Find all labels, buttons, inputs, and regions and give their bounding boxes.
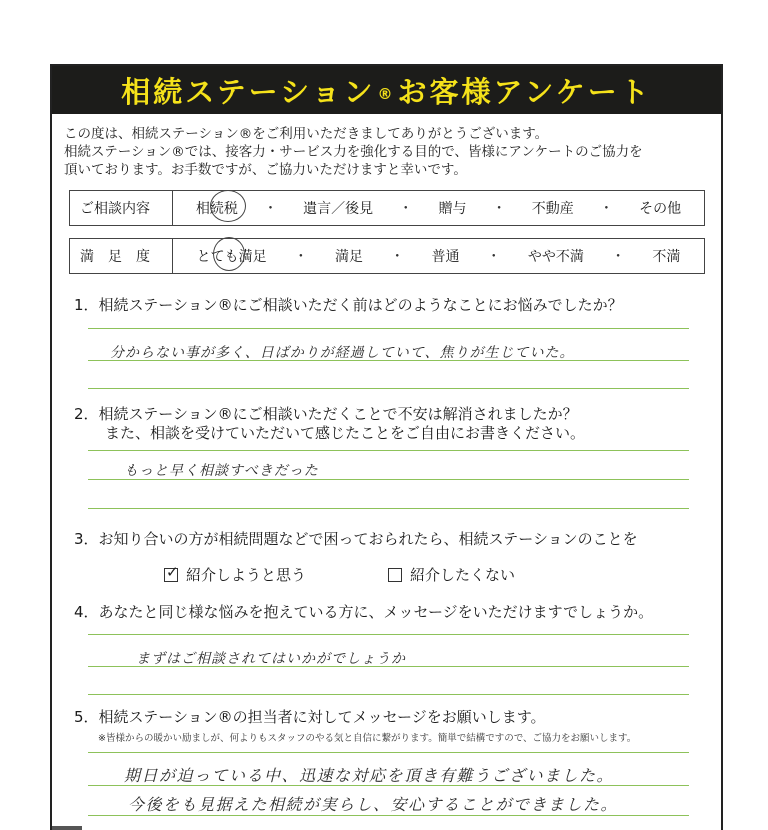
separator: ・ <box>611 249 626 265</box>
answer-5-line-2[interactable]: 今後をも見据えた相続が実らし、安心することができました。 <box>128 795 619 814</box>
answer-line <box>88 785 689 786</box>
referral-no-choice[interactable] <box>388 564 515 585</box>
answer-line <box>88 694 689 695</box>
answer-line <box>88 666 689 667</box>
survey-sheet <box>50 64 723 830</box>
answer-line <box>88 479 689 480</box>
referral-yes-choice[interactable] <box>164 564 306 585</box>
separator: ・ <box>486 249 501 265</box>
satisfaction-options <box>173 239 704 273</box>
satisfaction-option-somewhat-dissatisfied[interactable]: やや不満 <box>527 249 584 265</box>
referral-no-label: 紹介したくない <box>410 566 516 584</box>
consultation-option-gift[interactable]: 贈与 <box>438 201 467 217</box>
intro-line-3: 頂いております。お手数ですが、ご協力いただけますと幸いです。 <box>64 162 467 178</box>
answer-line <box>88 752 689 753</box>
title-bar <box>52 66 721 114</box>
title-part1: 相続ステーション <box>121 74 376 109</box>
answer-5-line-1[interactable]: 期日が迫っている中、迅速な対応を頂き有難うございました。 <box>124 766 615 785</box>
question-5-note: ※皆様からの暖かい励ましが、何よりもスタッフのやる気と自信に繋がります。簡単で結構ですので、ご協力をお願いします。 <box>98 733 637 744</box>
satisfaction-option-dissatisfied[interactable]: 不満 <box>652 249 681 265</box>
separator: ・ <box>390 249 405 265</box>
separator: ・ <box>293 249 308 265</box>
referral-yes-checkbox[interactable] <box>164 562 179 582</box>
answer-line <box>88 450 689 451</box>
satisfaction-label: 満 足 度 <box>70 239 173 273</box>
consultation-option-other[interactable]: その他 <box>639 201 682 217</box>
registered-mark: ® <box>377 84 396 103</box>
satisfaction-option-very-satisfied[interactable] <box>197 246 267 266</box>
question-3: 3．お知り合いの方が相続問題などで困っておられたら、相続ステーションのことを <box>74 530 638 548</box>
consultation-row <box>69 190 705 226</box>
satisfaction-option-satisfied[interactable]: 満足 <box>335 249 364 265</box>
title-part2: お客様アンケート <box>397 74 652 109</box>
question-1: 1．相続ステーション®にご相談いただく前はどのようなことにお悩みでしたか？ <box>74 296 623 314</box>
consultation-option-real-estate[interactable]: 不動産 <box>531 201 574 217</box>
separator: ・ <box>599 201 614 217</box>
answer-line <box>88 328 689 329</box>
intro-line-1: この度は、相続ステーション®をご利用いただきましてありがとうございます。 <box>64 126 549 142</box>
referral-no-checkbox[interactable] <box>388 568 402 582</box>
answer-line <box>88 360 689 361</box>
separator: ・ <box>263 201 278 217</box>
separator: ・ <box>492 201 507 217</box>
answer-2-text[interactable]: もっと早く相談すべきだった <box>124 463 319 479</box>
answer-line <box>88 508 689 509</box>
selected-circle-mark <box>210 190 246 222</box>
answer-1-text[interactable]: 分からない事が多く、日ばかりが経過していて、焦りが生じていた。 <box>110 345 575 361</box>
question-5: 5．相続ステーション®の担当者に対してメッセージをお願いします。 <box>74 708 546 726</box>
satisfaction-option-neutral[interactable]: 普通 <box>431 249 460 265</box>
option-label: 相続税 <box>195 201 238 217</box>
answer-4-text[interactable]: まずはご相談されてはいかがでしょうか <box>136 651 406 667</box>
question-2-line-2: また、相談を受けていただいて感じたことをご自由にお書きください。 <box>105 424 586 442</box>
intro-line-2: 相続ステーション®では、接客力・サービス力を強化する目的で、皆様にアンケートのご協力を <box>64 144 643 160</box>
consultation-option-inheritance-tax[interactable] <box>196 198 238 218</box>
referral-yes-label: 紹介しようと思う <box>186 566 307 584</box>
separator: ・ <box>398 201 413 217</box>
consultation-options <box>173 191 704 225</box>
answer-line <box>88 388 689 389</box>
footer-mark <box>52 826 82 830</box>
check-mark-icon: ✓ <box>166 562 179 581</box>
option-label: とても満足 <box>196 249 267 265</box>
selected-circle-mark <box>213 237 245 271</box>
answer-line <box>88 815 689 816</box>
question-4: 4．あなたと同じ様な悩みを抱えている方に、メッセージをいただけますでしょうか。 <box>74 603 654 621</box>
satisfaction-row <box>69 238 705 274</box>
answer-line <box>88 634 689 635</box>
page-title <box>121 70 652 111</box>
question-2-line-1: 2．相続ステーション®にご相談いただくことで不安は解消されましたか？ <box>74 405 578 423</box>
consultation-label: ご相談内容 <box>70 191 173 225</box>
consultation-option-will[interactable]: 遺言／後見 <box>303 201 374 217</box>
